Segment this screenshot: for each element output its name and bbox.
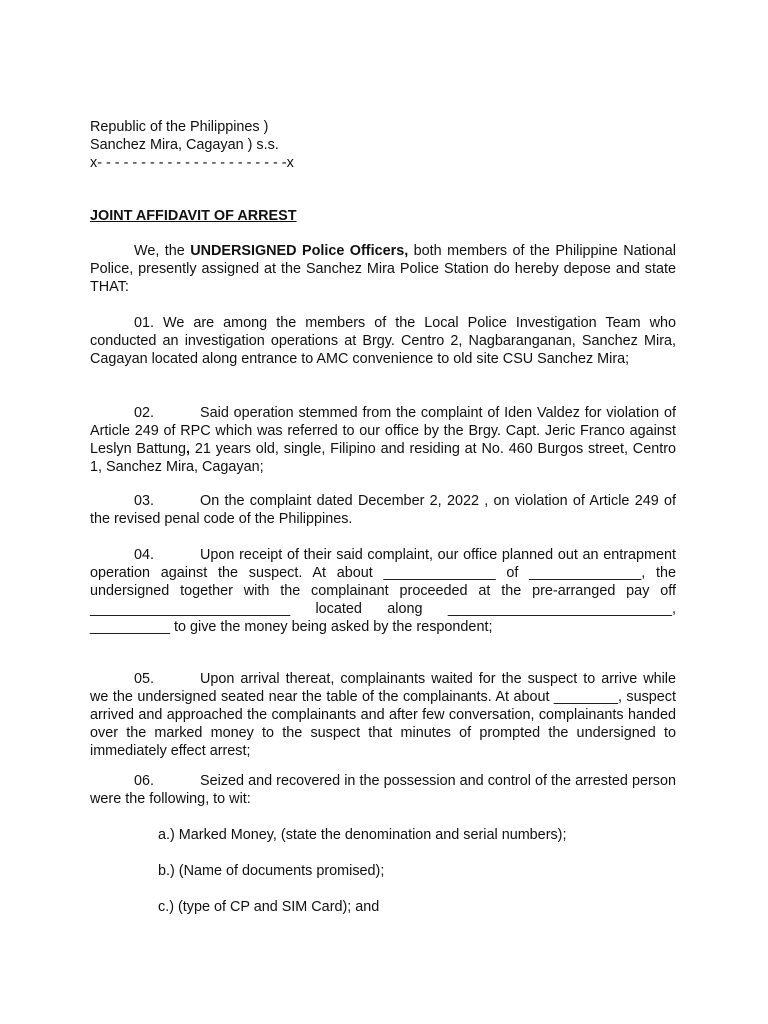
paragraph-06 bbox=[90, 772, 676, 808]
paragraph-04-number: 04. bbox=[134, 547, 155, 563]
paragraph-03 bbox=[90, 492, 676, 528]
paragraph-03-text: On the complaint dated December 2, 2022 , on violation of Article 249 of the revised penal code of the Philippines. bbox=[90, 493, 676, 527]
paragraph-04 bbox=[90, 546, 676, 636]
header-line-2: Sanchez Mira, Cagayan ) s.s. bbox=[90, 137, 279, 153]
paragraph-05-number: 05. bbox=[134, 671, 155, 687]
paragraph-02-text-a: Said operation stemmed from the complaint of Iden Valdez for violation of Article 249 of RPC which was referred to our office by the Brgy. Capt. Jeric Franco against Leslyn Battung bbox=[90, 405, 676, 457]
list-item-b: b.) (Name of documents promised); bbox=[158, 863, 385, 879]
paragraph-06-text: Seized and recovered in the possession and control of the arrested person were the following, to wit: bbox=[90, 773, 676, 807]
paragraph-06-number: 06. bbox=[134, 773, 155, 789]
paragraph-03-number: 03. bbox=[134, 493, 155, 509]
header-separator: x- - - - - - - - - - - - - - - - - - - - - -x bbox=[90, 155, 294, 171]
paragraph-02-text-b: 21 years old, single, Filipino and residing at No. 460 Burgos street, Centro 1, Sanchez Mira, Cagayan; bbox=[90, 441, 676, 475]
list-item-a: a.) Marked Money, (state the denomination and serial numbers); bbox=[158, 827, 567, 843]
intro-pre: We, the bbox=[134, 243, 191, 259]
header-line-1: Republic of the Philippines ) bbox=[90, 119, 269, 135]
paragraph-02-number: 02. bbox=[134, 405, 155, 421]
document-title: JOINT AFFIDAVIT OF ARREST bbox=[90, 208, 297, 224]
paragraph-04-text: Upon receipt of their said complaint, our office planned out an entrapment operation against the suspect. At about ______________ of ______________, the undersigned together with the complainant proceeded at the pre-arranged pay off _________________________ located along ____________________________, __________ to give the money being asked by the respondent; bbox=[90, 547, 676, 635]
paragraph-01-number: 01. bbox=[134, 315, 155, 331]
intro-bold: UNDERSIGNED Police Officers, bbox=[190, 243, 409, 259]
paragraph-05-text: Upon arrival thereat, complainants waited for the suspect to arrive while we the undersigned seated near the table of the complainants. At about ________, suspect arrived and approached the complainants and after few conversation, complainants handed over the marked money to the suspect that minutes of prompted the undersigned to immediately effect arrest; bbox=[90, 671, 676, 759]
intro-paragraph bbox=[90, 242, 676, 296]
paragraph-05 bbox=[90, 670, 676, 760]
paragraph-01 bbox=[90, 314, 676, 368]
paragraph-01-text: We are among the members of the Local Police Investigation Team who conducted an investigation operations at Brgy. Centro 2, Nagbaranganan, Sanchez Mira, Cagayan located along entrance to AMC convenience to old site CSU Sanchez Mira; bbox=[90, 315, 676, 367]
paragraph-02-bold-comma: , bbox=[186, 441, 191, 457]
paragraph-02 bbox=[90, 404, 676, 476]
list-item-c: c.) (type of CP and SIM Card); and bbox=[158, 899, 380, 915]
intro-post: both members of the Philippine National Police, presently assigned at the Sanchez Mira Police Station do hereby depose and state THAT: bbox=[90, 243, 676, 295]
